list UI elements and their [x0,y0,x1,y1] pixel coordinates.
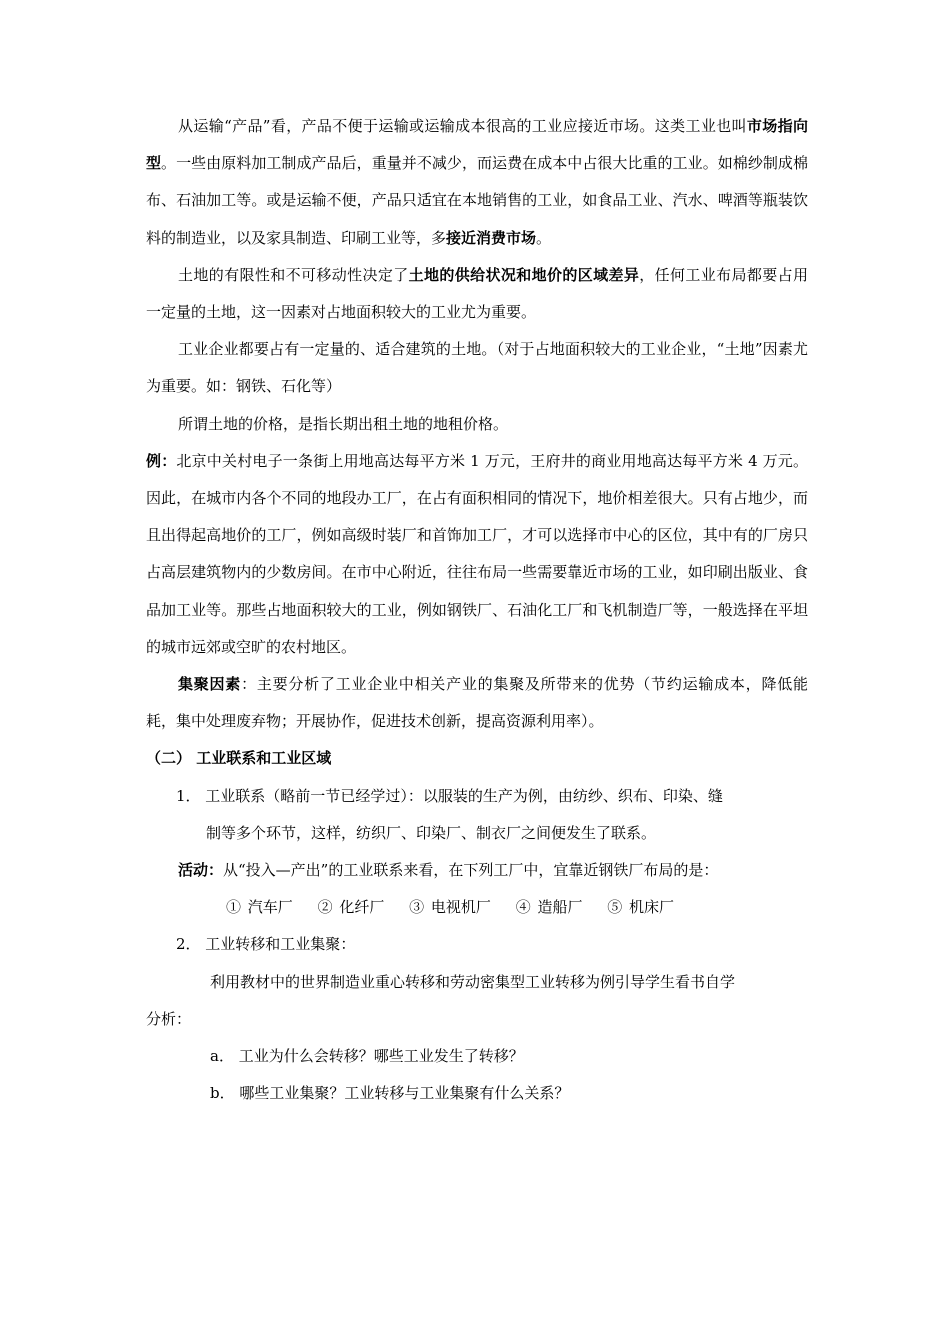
list-item-1-line2: 制等多个环节，这样，纺织厂、印染厂、制衣厂之间便发生了联系。 [206,823,657,842]
option-1: ① 汽车厂 [226,898,293,917]
list-item-2-para-line2: 分析： [146,1009,192,1028]
text: ：主要分析了工业企业中相关产业的集聚及所带来的优势（节约运输成本，降低能耗，集中处理废弃物；开展协作，促进技术创新，提高资源利用率）。 [146,675,808,731]
paragraph-market-oriented [146,108,808,257]
option-2: ② 化纤厂 [317,898,385,917]
options-line [146,889,808,926]
section-heading: （二） 工业联系和工业区域 [146,749,332,768]
bold-term: 接近消费市场 [446,228,537,247]
text: 。 [536,228,552,247]
option-5: ⑤ 机床厂 [607,898,675,917]
paragraph-agglomeration [146,666,808,740]
activity-line [146,852,808,889]
document-body [146,108,808,1112]
example-label: 例： [146,451,177,470]
option-4: ④ 造船厂 [515,898,583,917]
bold-term: 集聚因素 [178,675,242,694]
activity-label: 活动： [178,861,224,880]
text: 。一些由原料加工制成产品后，重量并不减少，而运费在成本中占很大比重的工业。如棉纱制成棉布、石油加工等。或是运输不便，产品只适宜在本地销售的工业，如食品工业、汽水、啤酒等瓶装饮料的制造业，以及家具制造、印刷工业等，多 [146,154,808,247]
list-item-2-para-line1: 利用教材中的世界制造业重心转移和劳动密集型工业转移为例引导学生看书自学 [210,972,736,991]
question-b: b． 哪些工业集聚？工业转移与工业集聚有什么关系？ [210,1084,570,1103]
text: 从“投入—产出”的工业联系来看，在下列工厂中，宜靠近钢铁厂布局的是： [223,861,719,880]
bold-term: 市场指向型 [146,117,808,173]
option-3: ③ 电视机厂 [409,898,491,917]
paragraph-land-occupy: 工业企业都要占有一定量的、适合建筑的土地。（对于占地面积较大的工业企业，“土地”因素尤为重要。如：钢铁、石化等） [146,340,808,396]
list-item-1-line1: 1． 工业联系（略前一节已经学过）：以服装的生产为例，由纺纱、织布、印染、缝 [176,786,723,805]
text: ，任何工业布局都要占用一定量的土地，这一因素对占地面积较大的工业尤为重要。 [146,265,808,322]
text: 北京中关村电子一条街上用地高达每平方米 1 万元，王府井的商业用地高达每平方米 4 万元。因此，在城市内各个不同的地段办工厂，在占有面积相同的情况下，地价相差很大。只有占地少，而且出得起高地价的工厂，例如高级时装厂和首饰加工厂，才可以选择市中心的区位，其中有的厂房只占高层建筑物内的少数房间。在市中心附近，往往布局一些需要靠近市场的工业，如印刷出版业、食品加工业等。那些占地面积较大的工业，例如钢铁厂、石油化工厂和飞机制造厂等，一般选择在平坦的城市远郊或空旷的农村地区。 [146,451,808,656]
paragraph-land-factor [146,257,808,331]
text: 从运输“产品”看，产品不便于运输或运输成本很高的工业应接近市场。这类工业也叫 [178,117,747,135]
paragraph-land-price: 所谓土地的价格，是指长期出租土地的地租价格。 [178,414,509,433]
list-item-2: 2． 工业转移和工业集聚： [176,935,356,954]
paragraph-example [146,443,808,666]
text: 土地的有限性和不可移动性决定了 [178,265,409,284]
question-a: a． 工业为什么会转移？哪些工业发生了转移？ [210,1047,524,1066]
bold-term: 土地的供给状况和地价的区域差异 [408,265,640,284]
